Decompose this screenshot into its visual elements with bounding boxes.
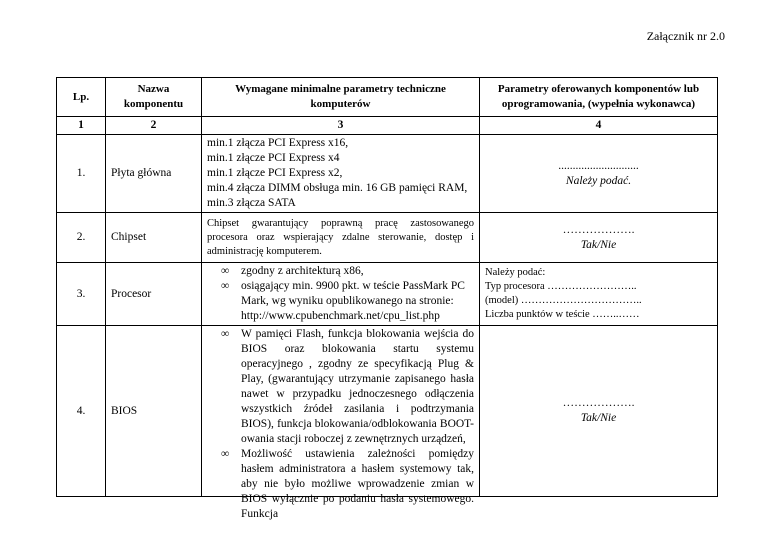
offer-cell[interactable] bbox=[480, 135, 718, 213]
row-lp: 2. bbox=[57, 213, 106, 263]
column-number-row bbox=[57, 117, 718, 135]
header-lp: Lp. bbox=[57, 78, 106, 117]
requirement-bullet: ∞ zgodny z architekturą x86, bbox=[221, 265, 364, 277]
requirement-bullet: ∞ Możliwość ustawienia zależności pomiędzy hasłem administratora a hasłem systemowy tak, aby nie było możliwe wprowadzenie zmian w BIOS wyłącznie po podaniu hasła systemowego. Funkcja bbox=[221, 448, 474, 520]
row-requirements bbox=[202, 326, 480, 520]
offer-fill-dots: ………………. bbox=[562, 397, 635, 409]
requirement-line: min.4 złącza DIMM obsługa min. 16 GB pamięci RAM, bbox=[207, 182, 468, 194]
row-lp: 4. bbox=[57, 326, 106, 497]
offer-line: Typ procesora …………………….. bbox=[485, 281, 637, 292]
requirement-line: min.1 złącze PCI Express x4 bbox=[207, 152, 340, 164]
col-number: 2 bbox=[106, 117, 202, 135]
offer-fill-dots: ………………. bbox=[562, 223, 635, 236]
bullet-icon: ∞ bbox=[221, 280, 230, 292]
offer-label: Tak/Nie bbox=[580, 412, 617, 424]
offer-line: Należy podać: bbox=[485, 267, 546, 278]
row-lp: 3. bbox=[57, 263, 106, 326]
requirement-bullet: ∞ osiągający min. 9900 pkt. w teście PassMark PC Mark, wg wyniku opublikowanego na stronie: http://www.cpubenchmark.net/cpu_list.php bbox=[221, 280, 465, 322]
table-row bbox=[57, 263, 718, 326]
row-requirements bbox=[202, 263, 480, 326]
bullet-icon: ∞ bbox=[221, 328, 230, 340]
attachment-label: Załącznik nr 2.0 bbox=[646, 29, 725, 43]
offer-cell[interactable] bbox=[480, 263, 718, 326]
row-lp: 1. bbox=[57, 135, 106, 213]
row-component-name: Procesor bbox=[106, 263, 202, 326]
offer-label: Należy podać. bbox=[565, 174, 632, 187]
offer-fill-dots: ............................ bbox=[558, 159, 639, 172]
table-row bbox=[57, 213, 718, 263]
requirement-bullet: ∞ W pamięci Flash, funkcja blokowania wejścia do BIOS oraz blokowania startu systemu operacyjnego , zgodny ze specyfikacją Plug & Play, (gwarantujący utrzymanie zapisanego hasła nawet w przypadku jednoczesnego odłączenia wszystkich źródeł zasilania i podtrzymania BIOS), funkcja blokowania/odblokowania BOOT-owania stacji roboczej z zewnętrznych urządzeń, bbox=[221, 328, 474, 445]
header-offered: Parametry oferowanych komponentów lub oprogramowania, (wypełnia wykonawca) bbox=[480, 78, 718, 117]
requirement-line: min.3 złącza SATA bbox=[207, 197, 296, 209]
row-component-name: Płyta główna bbox=[106, 135, 202, 213]
header-component: Nazwa komponentu bbox=[106, 78, 202, 117]
requirements-table bbox=[56, 77, 718, 520]
offer-line: Liczba punktów w teście ……..…… bbox=[485, 309, 640, 320]
header-required: Wymagane minimalne parametry techniczne komputerów bbox=[202, 78, 480, 117]
col-number: 4 bbox=[480, 117, 718, 135]
offer-cell[interactable] bbox=[480, 326, 718, 497]
bullet-icon: ∞ bbox=[221, 448, 230, 460]
offer-label: Tak/Nie bbox=[580, 238, 617, 251]
row-component-name: BIOS bbox=[106, 326, 202, 497]
row-requirements: Chipset gwarantujący poprawną pracę zastosowanego procesora oraz wspierający zdalne sterowanie, dostęp i administrację komputerem. bbox=[202, 213, 480, 263]
offer-cell[interactable] bbox=[480, 213, 718, 263]
col-number: 1 bbox=[57, 117, 106, 135]
table-row bbox=[57, 326, 718, 497]
table-row bbox=[57, 135, 718, 213]
table-header-row bbox=[57, 78, 718, 117]
row-component-name: Chipset bbox=[106, 213, 202, 263]
row-requirements bbox=[202, 135, 480, 213]
bullet-icon: ∞ bbox=[221, 265, 230, 277]
offer-line: (model) …………………………….. bbox=[485, 295, 642, 306]
requirement-line: min.1 złącze PCI Express x2, bbox=[207, 167, 343, 179]
col-number: 3 bbox=[202, 117, 480, 135]
requirement-line: min.1 złącza PCI Express x16, bbox=[207, 137, 349, 149]
